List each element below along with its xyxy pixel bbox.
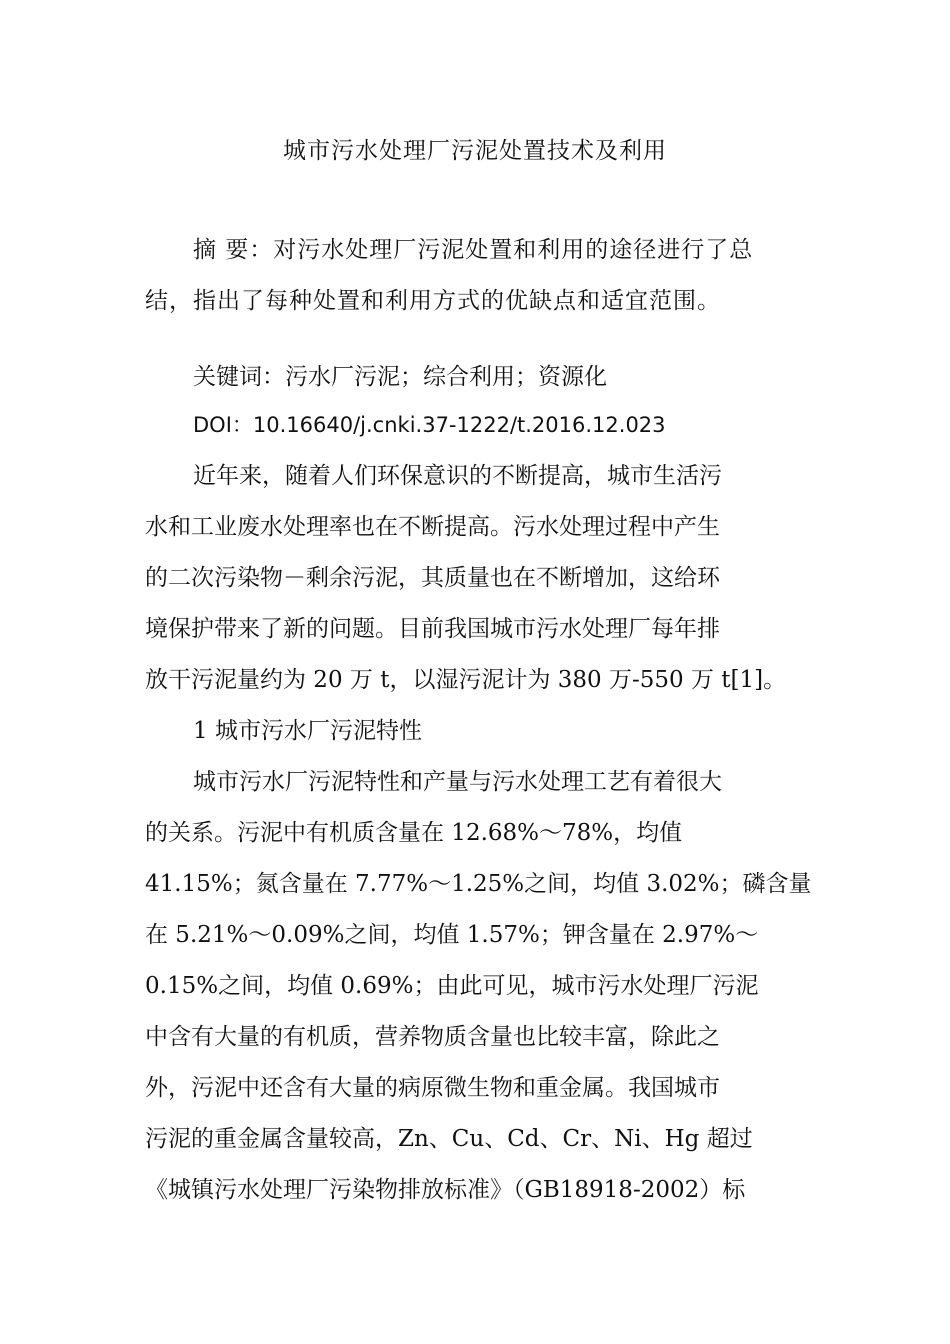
keywords-line <box>145 352 810 403</box>
section1-line: 0.15%之间，均值 0.69%；由此可见，城市污水处理厂污泥 <box>145 973 759 999</box>
abstract-paragraph <box>145 225 810 327</box>
section-heading <box>145 706 810 757</box>
section1-line: 中含有大量的有机质，营养物质含量也比较丰富，除此之 <box>145 1024 720 1050</box>
intro-line: 境保护带来了新的问题。目前我国城市污水处理厂每年排 <box>145 616 720 642</box>
document-title: 城市污水处理厂污泥处置技术及利用 <box>283 138 667 164</box>
section1-line: 在 5.21%～0.09%之间，均值 1.57%；钾含量在 2.97%～ <box>145 922 759 948</box>
doi-line <box>145 400 810 451</box>
intro-paragraph <box>145 451 810 706</box>
abstract-line: 摘 要：对污水处理厂污泥处置和利用的途径进行了总 <box>193 237 754 263</box>
section1-line: 外，污泥中还含有大量的病原微生物和重金属。我国城市 <box>145 1075 720 1101</box>
doi-text: DOI：10.16640/j.cnki.37-1222/t.2016.12.023 <box>193 413 666 437</box>
section1-line: 41.15%；氮含量在 7.77%～1.25%之间，均值 3.02%；磷含量 <box>145 871 812 897</box>
section1-line: 《城镇污水处理厂污染物排放标准》（GB18918-2002）标 <box>145 1177 746 1203</box>
section1-line: 城市污水厂污泥特性和产量与污水处理工艺有着很大 <box>193 769 722 795</box>
intro-line: 放干污泥量约为 20 万 t，以湿污泥计为 380 万-550 万 t[1]。 <box>145 667 787 693</box>
section1-line: 的关系。污泥中有机质含量在 12.68%～78%，均值 <box>145 820 683 846</box>
section1-line: 污泥的重金属含量较高，Zn、Cu、Cd、Cr、Ni、Hg 超过 <box>145 1126 753 1152</box>
section-heading-text: 1 城市污水厂污泥特性 <box>193 718 422 744</box>
intro-line: 的二次污染物－剩余污泥，其质量也在不断增加，这给环 <box>145 565 720 591</box>
abstract-line: 结，指出了每种处置和利用方式的优缺点和适宜范围。 <box>145 288 721 314</box>
intro-line: 近年来，随着人们环保意识的不断提高，城市生活污 <box>193 463 722 489</box>
intro-line: 水和工业废水处理率也在不断提高。污水处理过程中产生 <box>145 514 720 540</box>
keywords-text: 关键词：污水厂污泥；综合利用；资源化 <box>193 364 607 390</box>
section1-paragraph <box>145 757 810 1216</box>
